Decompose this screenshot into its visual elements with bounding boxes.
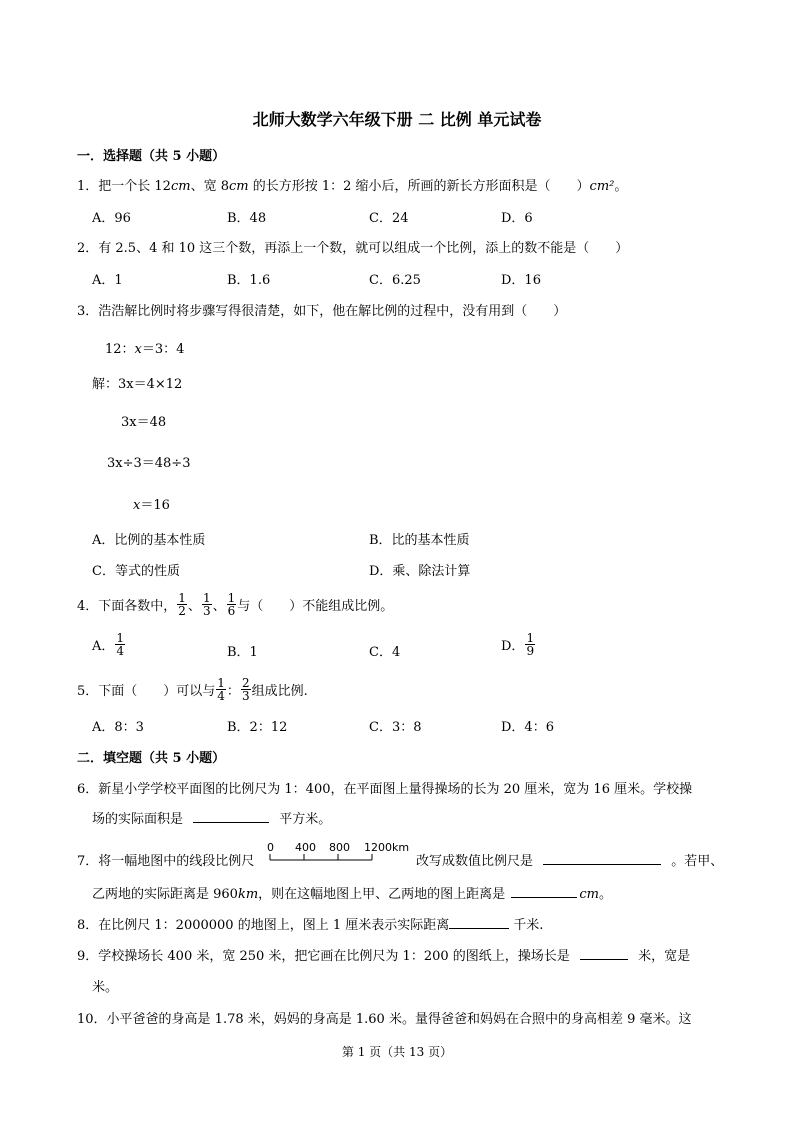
q7-line2-a: 乙两地的实际距离是 960 bbox=[92, 887, 238, 902]
q1-option-b[interactable]: B．48 bbox=[227, 211, 267, 226]
q3-option-b[interactable]: B．比的基本性质 bbox=[369, 533, 470, 548]
q5-f1-den: 4 bbox=[217, 689, 225, 703]
q7-line2-c: 。 bbox=[598, 887, 612, 902]
q2-option-d[interactable]: D．16 bbox=[501, 273, 541, 288]
page-footer: 第 1 页（共 13 页） bbox=[341, 1045, 453, 1059]
q8-text-b: 千米. bbox=[513, 918, 544, 933]
q1-text-b: 、宽 8 bbox=[190, 179, 229, 194]
q2-option-a[interactable]: A．1 bbox=[92, 273, 123, 288]
q4-optA-num: 1 bbox=[116, 631, 125, 645]
q1-unit-b: cm bbox=[228, 179, 249, 194]
q3-step-2: 解：3x＝4×12 bbox=[92, 377, 183, 392]
q6-line2-a: 场的实际面积是 bbox=[92, 812, 184, 827]
q7-mid bbox=[416, 850, 723, 869]
q4-option-d[interactable] bbox=[501, 632, 536, 657]
q4-sep-2: 、 bbox=[212, 599, 226, 614]
question-10-line-1: 10．小平爸爸的身高是 1.78 米，妈妈的身高是 1.60 米。量得爸爸和妈妈在合照中的身高相差 9 毫米。这 bbox=[77, 1012, 692, 1027]
q5-colon: ： bbox=[226, 684, 240, 699]
q7-end-text: 。若甲、 bbox=[671, 854, 724, 869]
q5-option-a[interactable]: A．8：3 bbox=[92, 720, 144, 735]
q4-f2-den: 3 bbox=[202, 604, 211, 618]
q7-answer-blank-1[interactable] bbox=[543, 852, 661, 865]
line-scale-bar bbox=[265, 840, 420, 864]
q7-line2-b: ，则在这幅地图上甲、乙两地的图上距离是 bbox=[258, 887, 506, 902]
q4-optA-fraction bbox=[115, 632, 125, 657]
q3-step-3: 3x＝48 bbox=[121, 415, 167, 430]
q4-optD-label: D． bbox=[501, 639, 525, 654]
question-5 bbox=[77, 677, 308, 702]
q5-fraction-1 bbox=[216, 677, 226, 702]
q4-f1-den: 2 bbox=[178, 604, 186, 618]
q4-prefix: 4．下面各数中， bbox=[77, 599, 177, 614]
q1-text-a: 把一个长 12 bbox=[98, 179, 171, 194]
q5-f2-num: 2 bbox=[241, 676, 250, 690]
q4-f1-num: 1 bbox=[178, 591, 186, 605]
q4-f3-num: 1 bbox=[227, 591, 236, 605]
q4-f2-num: 1 bbox=[202, 591, 211, 605]
section-heading-fill: 二．填空题（共 5 小题） bbox=[77, 751, 226, 766]
page-title: 北师大数学六年级下册 二 比例 单元试卷 bbox=[252, 110, 542, 129]
q3-step-5 bbox=[133, 494, 170, 513]
q4-optA-den: 4 bbox=[116, 644, 125, 658]
q3-step5-var: x bbox=[133, 498, 141, 513]
q3-option-d[interactable]: D．乘、除法计算 bbox=[369, 564, 471, 579]
q9-line1-b: 米，宽是 bbox=[638, 949, 691, 964]
q4-f3-den: 6 bbox=[227, 604, 236, 618]
q9-answer-blank-length[interactable] bbox=[580, 947, 628, 960]
question-6-line-1: 6．新星小学学校平面图的比例尺为 1：400，在平面图上量得操场的长为 20 厘米，宽为 16 厘米。学校操 bbox=[77, 782, 693, 797]
question-4 bbox=[77, 592, 393, 617]
q3-step-1 bbox=[105, 338, 184, 357]
q5-suffix: 组成比例. bbox=[251, 684, 308, 699]
question-2: 2．有 2.5、4 和 10 这三个数，再添上一个数，就可以组成一个比例，添上的数不能是（ ） bbox=[77, 241, 629, 256]
q2-option-b[interactable]: B．1.6 bbox=[227, 273, 271, 288]
q5-option-c[interactable]: C．3：8 bbox=[369, 720, 422, 735]
scale-label-800: 800 bbox=[329, 841, 350, 854]
q3-option-c[interactable]: C．等式的性质 bbox=[92, 564, 180, 579]
q7-answer-blank-2[interactable] bbox=[511, 885, 577, 898]
q4-optD-num: 1 bbox=[526, 631, 535, 645]
q7-mid-text: 改写成数值比例尺是 bbox=[416, 854, 534, 869]
q7-line2-unit: km bbox=[237, 887, 259, 902]
q1-option-a[interactable]: A．96 bbox=[92, 211, 131, 226]
q1-option-d[interactable]: D．6 bbox=[501, 211, 533, 226]
q1-unit-c: cm² bbox=[589, 179, 615, 194]
q4-suffix: 与（ ）不能组成比例。 bbox=[237, 599, 394, 614]
q7-prefix: 7．将一幅地图中的线段比例尺 bbox=[77, 854, 255, 869]
question-3: 3．浩浩解比例时将步骤写得很清楚，如下，他在解比例的过程中，没有用到（ ） bbox=[77, 304, 567, 319]
scale-label-1200km: 1200km bbox=[364, 841, 410, 854]
scale-label-0: 0 bbox=[267, 841, 274, 854]
q4-fraction-2 bbox=[202, 592, 212, 617]
q1-text-d: 。 bbox=[614, 179, 628, 194]
question-1 bbox=[77, 175, 627, 194]
q3-step1-a: 12： bbox=[105, 342, 135, 357]
q5-f2-den: 3 bbox=[241, 689, 250, 703]
q5-f1-num: 1 bbox=[217, 676, 225, 690]
q3-step-4: 3x÷3＝48÷3 bbox=[107, 456, 191, 471]
question-7-line-2 bbox=[92, 883, 612, 902]
q3-step1-b: ＝3：4 bbox=[141, 342, 185, 357]
q7-line2-unit2: cm bbox=[579, 887, 599, 902]
q4-option-a[interactable] bbox=[92, 632, 126, 657]
q3-option-a[interactable]: A．比例的基本性质 bbox=[92, 533, 206, 548]
q3-step1-var: x bbox=[134, 342, 142, 357]
q5-option-b[interactable]: B．2：12 bbox=[227, 720, 288, 735]
question-9-line-1 bbox=[77, 945, 690, 964]
q4-optD-den: 9 bbox=[526, 644, 535, 658]
q2-option-c[interactable]: C．6.25 bbox=[369, 273, 421, 288]
scale-label-400: 400 bbox=[295, 841, 316, 854]
q4-optD-fraction bbox=[525, 632, 535, 657]
q4-fraction-3 bbox=[227, 592, 237, 617]
q5-fraction-2 bbox=[241, 677, 251, 702]
q5-option-d[interactable]: D．4：6 bbox=[501, 720, 554, 735]
q5-prefix: 5．下面（ ）可以与 bbox=[77, 684, 216, 699]
q1-unit-a: cm bbox=[170, 179, 191, 194]
section-heading-choice: 一．选择题（共 5 小题） bbox=[77, 149, 226, 164]
q1-number: 1． bbox=[77, 179, 99, 194]
question-9-line-2: 米。 bbox=[92, 980, 119, 995]
q4-option-b[interactable]: B．1 bbox=[227, 645, 258, 660]
q4-sep-1: 、 bbox=[187, 599, 201, 614]
question-6-line-2 bbox=[92, 808, 331, 827]
q4-optA-label: A． bbox=[92, 639, 115, 654]
q1-option-c[interactable]: C．24 bbox=[369, 211, 409, 226]
q8-text-a: 8．在比例尺 1：2000000 的地图上，图上 1 厘米表示实际距离 bbox=[77, 918, 450, 933]
question-8 bbox=[77, 914, 543, 933]
q4-fraction-1 bbox=[177, 592, 187, 617]
q6-line2-b: 平方米。 bbox=[279, 812, 332, 827]
q3-step5-b: ＝16 bbox=[140, 498, 170, 513]
q9-line1-a: 9．学校操场长 400 米，宽 250 米，把它画在比例尺为 1：200 的图纸上，操场长是 bbox=[77, 949, 570, 964]
q8-answer-blank[interactable] bbox=[449, 916, 509, 929]
q4-option-c[interactable]: C．4 bbox=[369, 645, 401, 660]
q1-text-c: 的长方形按 1：2 缩小后，所画的新长方形面积是（ ） bbox=[248, 179, 590, 194]
q6-answer-blank[interactable] bbox=[193, 810, 269, 823]
